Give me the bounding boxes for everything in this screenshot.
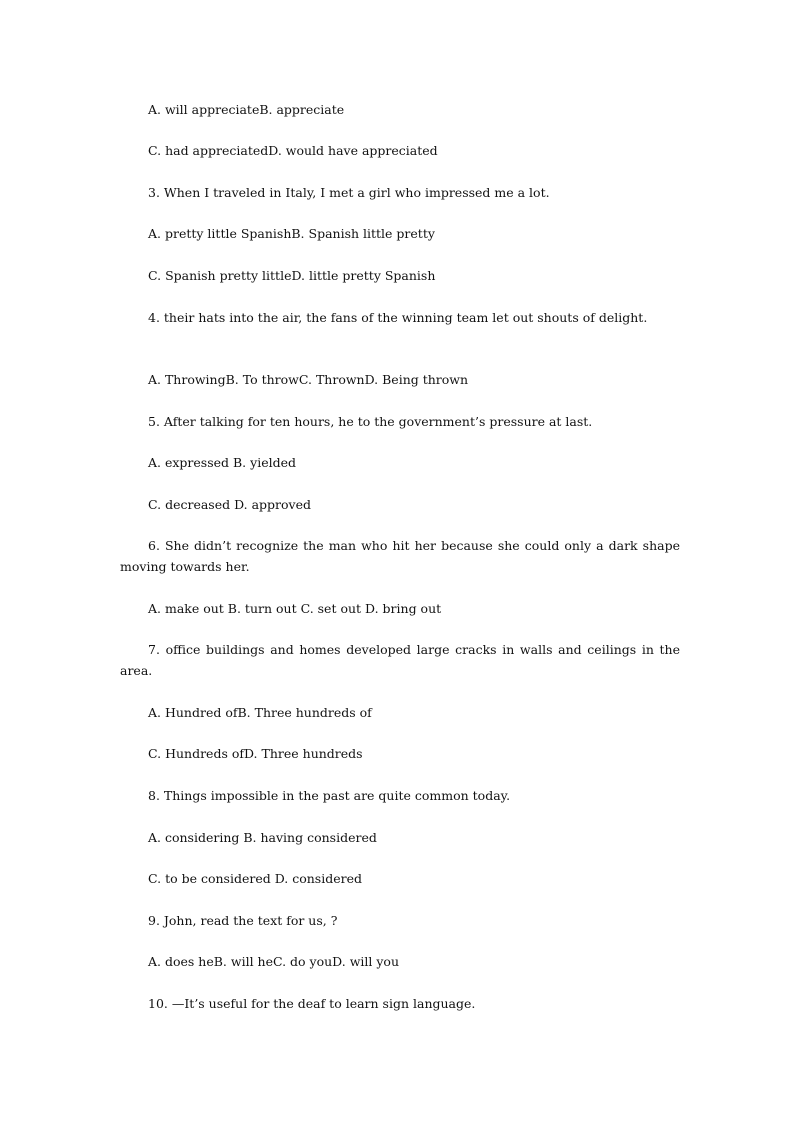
- text-line: C. to be considered D. considered: [148, 871, 362, 886]
- question-4: 4. their hats into the air, the fans of the winning team let out shouts of delight.: [148, 310, 648, 325]
- question-7: 7. office buildings and homes developed large cracks in walls and ceilings in the area.: [120, 642, 684, 678]
- text-line: A. pretty little SpanishB. Spanish little pretty: [148, 226, 435, 241]
- question-3: 3. When I traveled in Italy, I met a girl who impressed me a lot.: [148, 185, 550, 200]
- text-line: C. decreased D. approved: [148, 497, 312, 512]
- question-8: 8. Things impossible in the past are quite common today.: [148, 788, 511, 803]
- text-line: C. had appreciatedD. would have appreciated: [148, 143, 438, 158]
- text-line: C. Hundreds ofD. Three hundreds: [148, 746, 363, 761]
- text-line: A. ThrowingB. To throwC. ThrownD. Being thrown: [148, 372, 469, 387]
- text-line: A. make out B. turn out C. set out D. bring out: [148, 601, 442, 616]
- question-10: 10. —It’s useful for the deaf to learn sign language.: [148, 996, 476, 1011]
- text-line: A. will appreciateB. appreciate: [148, 102, 345, 117]
- text-line: A. does heB. will heC. do youD. will you: [148, 954, 400, 969]
- question-5: 5. After talking for ten hours, he to the government’s pressure at last.: [148, 414, 593, 429]
- text-line: A. considering B. having considered: [148, 830, 377, 845]
- text-line: A. Hundred ofB. Three hundreds of: [148, 705, 372, 720]
- text-line: C. Spanish pretty littleD. little pretty Spanish: [148, 268, 436, 283]
- question-6: 6. She didn’t recognize the man who hit her because she could only a dark shape moving towards her.: [120, 538, 684, 574]
- question-9: 9. John, read the text for us, ?: [148, 913, 338, 928]
- text-line: A. expressed B. yielded: [148, 455, 296, 470]
